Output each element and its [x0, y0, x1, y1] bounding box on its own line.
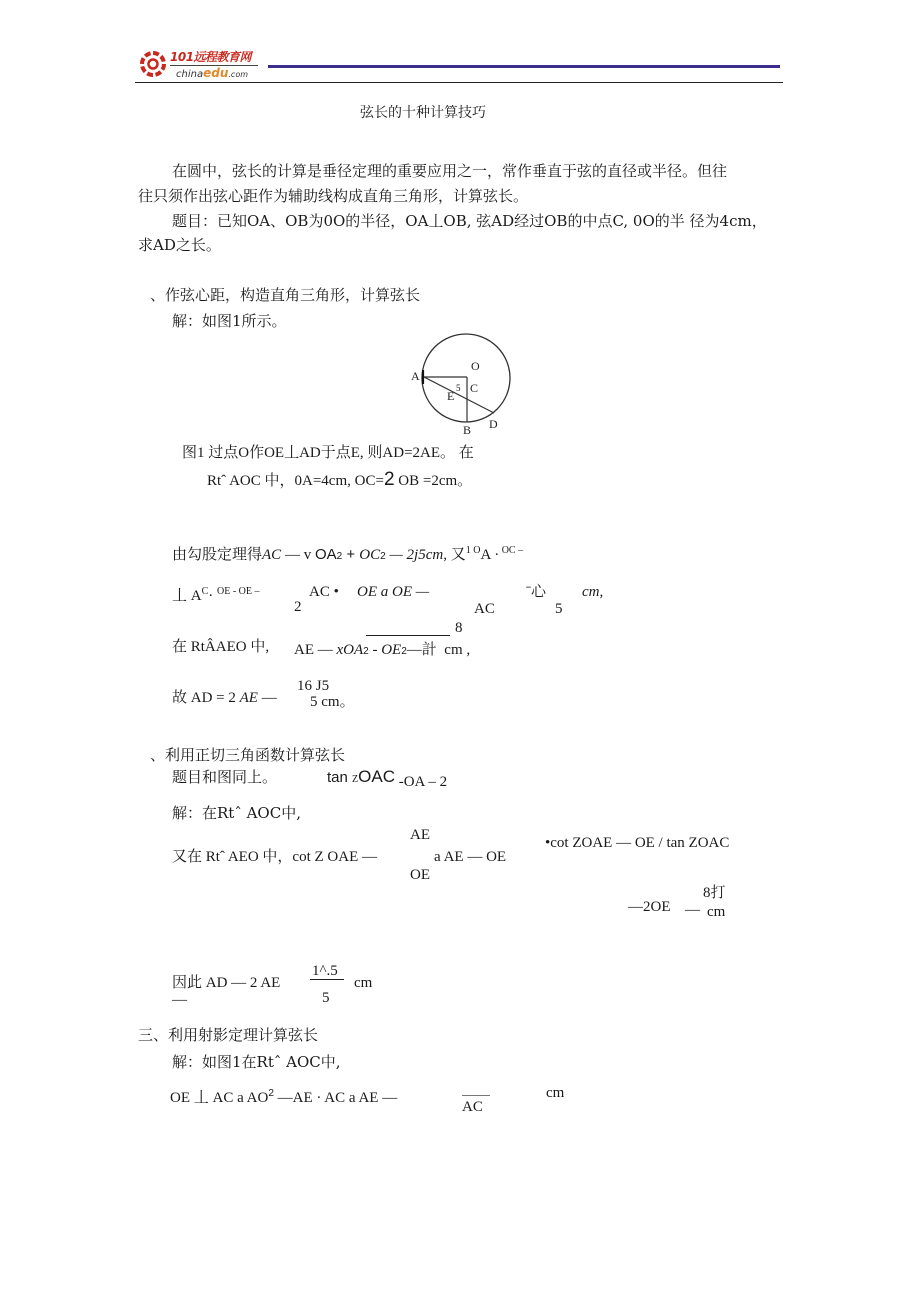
eq-2oe-den: cm	[707, 904, 726, 920]
eq4-denominator: 5 cm。	[310, 694, 355, 710]
equation-pythagoras	[172, 541, 523, 567]
cot-right-expression: •cot ZOAE — OE / tan ZOAC	[545, 835, 730, 851]
projection-equation	[170, 1084, 397, 1108]
proj-denominator: AC	[462, 1099, 483, 1115]
eq3-ji: —計	[406, 642, 437, 658]
proj-fraction-bar	[462, 1095, 490, 1096]
equation-ae-sqrt	[294, 640, 470, 662]
point-e-label: E	[447, 389, 455, 403]
point-c-label: C	[470, 381, 479, 395]
logo-text-top: 101远程教育网	[170, 50, 252, 64]
point-d-label: D	[489, 417, 498, 431]
eq2-cm: cm,	[582, 584, 604, 600]
section2-line2: 解：在Rtˆ AOC中,	[172, 804, 301, 822]
eq1-sup2: OC –	[499, 545, 524, 556]
point-o-label: O	[471, 359, 480, 373]
logo-ring-icon	[140, 51, 166, 77]
point-b-label: B	[463, 423, 472, 436]
site-logo	[138, 48, 263, 82]
section2-line1: 题目和图同上。	[172, 768, 278, 786]
proj-eq-a: OE 丄 AC a AO	[170, 1090, 269, 1106]
caption-part-a: Rtˆ AOC 中，0A=4cm, OC=	[207, 473, 384, 489]
proj-eq-b: —AE · AC a AE —	[273, 1090, 398, 1106]
caption-part-b: 2	[383, 469, 395, 490]
fig1-caption-line2	[207, 470, 472, 491]
conclusion-numerator: 1^.5	[312, 963, 338, 979]
eq1-oc: OC	[359, 547, 381, 563]
section3-heading: 三、利用射影定理计算弦长	[138, 1026, 319, 1044]
eq3-sq1: 2	[363, 646, 369, 657]
section3-line1: 解：如图1在Rtˆ AOC中,	[172, 1053, 341, 1071]
tan-angle-symbol: Z	[352, 774, 359, 785]
tan-oac: OAC	[358, 767, 395, 786]
tan-result: -OA – 2	[394, 774, 448, 790]
conclusion-prefix: 因此 AD — 2 AE	[172, 975, 281, 991]
eq2-ac-dot: AC •	[309, 584, 339, 600]
section1-solution-intro: 解：如图1所示。	[172, 312, 287, 330]
cot-frac-den: OE	[410, 867, 430, 883]
eq3-numerator: 8	[455, 620, 463, 636]
eq1-prefix: 由勾股定理得	[172, 547, 263, 563]
intro-p2-line1: 题目：已知OA、OB为0O的半径，OA丄OB, 弦AD经过OB的中点C, 0O的半 径为4cm，	[172, 212, 767, 230]
eq4-numerator: 16 J5	[297, 678, 330, 694]
eq3-minus: - OE	[368, 642, 402, 658]
eq3-sqrt-expr: xOA	[336, 642, 364, 658]
logo-edu: edu	[203, 66, 229, 80]
eq2-sup-oe: OE - OE –	[217, 586, 260, 597]
equation-oe-line	[172, 582, 260, 606]
cot-line-suffix: a AE — OE	[434, 849, 507, 865]
intro-p1-line1: 在圆中，弦长的计算是垂径定理的重要应用之一，常作垂直于弦的直径或半径。但往	[172, 162, 728, 180]
caption-part-c: OB =2cm。	[394, 473, 473, 489]
eq1-sq2: 2	[380, 551, 386, 562]
eq1-dash: — v	[281, 547, 315, 563]
eq1-oa: OA	[314, 546, 337, 563]
conclusion-fraction-bar	[310, 979, 344, 980]
document-title: 弦长的十种计算技巧	[360, 105, 486, 121]
eq4-dash: —	[257, 690, 277, 706]
conclusion-denominator: 5	[322, 990, 330, 1006]
eq2-denominator-5: 5	[555, 601, 563, 617]
eq3-sq2: 2	[401, 646, 407, 657]
fig1-caption-line1: 图1 过点O作OE丄AD于点E, 则AD=2AE。 在	[182, 445, 474, 461]
conclusion-dash: —	[172, 992, 187, 1008]
eq2-denominator-ac: AC	[474, 601, 495, 617]
cot-frac-num: AE	[410, 827, 430, 843]
eq3-cm: cm ,	[444, 642, 471, 658]
conclusion-cm: cm	[354, 975, 373, 991]
eq4-ae: AE	[239, 690, 258, 706]
section2-heading: 、利用正切三角函数计算弦长	[150, 746, 346, 764]
eq2-sup-c: C	[201, 586, 209, 597]
figure1-circle-diagram	[405, 328, 515, 436]
eq2-perp: 丄 A	[172, 588, 202, 604]
eq-2oe: —2OE	[628, 899, 671, 915]
eq2-dot: ·	[208, 588, 218, 604]
eq1-tail2: A ·	[480, 547, 500, 563]
proj-eq-sup: 2	[268, 1088, 274, 1099]
intro-p1-line2: 往只须作出弦心距作为辅助线构成直角三角形，计算弦长。	[138, 187, 529, 205]
header-rule	[268, 65, 780, 68]
eq-2oe-num: 8打	[703, 885, 726, 901]
eq3-ae: AE —	[294, 642, 333, 658]
angle-label: 5	[456, 383, 461, 393]
eq2-heart: ˉ心	[526, 584, 546, 600]
eq3-prefix: 在 RtÂAEO 中,	[172, 639, 270, 655]
eq4-prefix: 故 AD = 2	[172, 690, 240, 706]
logo-china: china	[176, 69, 204, 80]
eq3-sqrt-bar	[366, 635, 450, 636]
tan-expression	[327, 767, 447, 790]
eq1-plus: +	[342, 546, 360, 563]
eq1-ac: AC	[262, 547, 282, 563]
header-divider	[135, 82, 783, 83]
eq2-oe-expr: OE a OE —	[357, 584, 430, 600]
logo-com: .com	[228, 70, 249, 79]
eq1-sq1: 2	[336, 551, 343, 562]
section1-heading: 、作弦心距，构造直角三角形，计算弦长	[150, 286, 421, 304]
intro-p2-line2: 求AD之长。	[138, 236, 221, 254]
eq1-sup1: 1 O	[465, 545, 481, 556]
tan-label: tan	[327, 769, 353, 786]
cot-line-prefix: 又在 Rtˆ AEO 中，cot Z OAE —	[172, 849, 377, 865]
eq1-tail: , 又	[443, 547, 466, 563]
point-a-label: A	[411, 369, 420, 383]
eq2-denominator-2: 2	[294, 599, 302, 615]
eq1-result: — 2j5cm	[385, 547, 444, 563]
logo-text-bottom	[176, 66, 248, 80]
eq-2oe-dash: —	[685, 902, 700, 918]
equation-ad	[172, 688, 277, 708]
proj-cm: cm	[546, 1085, 565, 1101]
